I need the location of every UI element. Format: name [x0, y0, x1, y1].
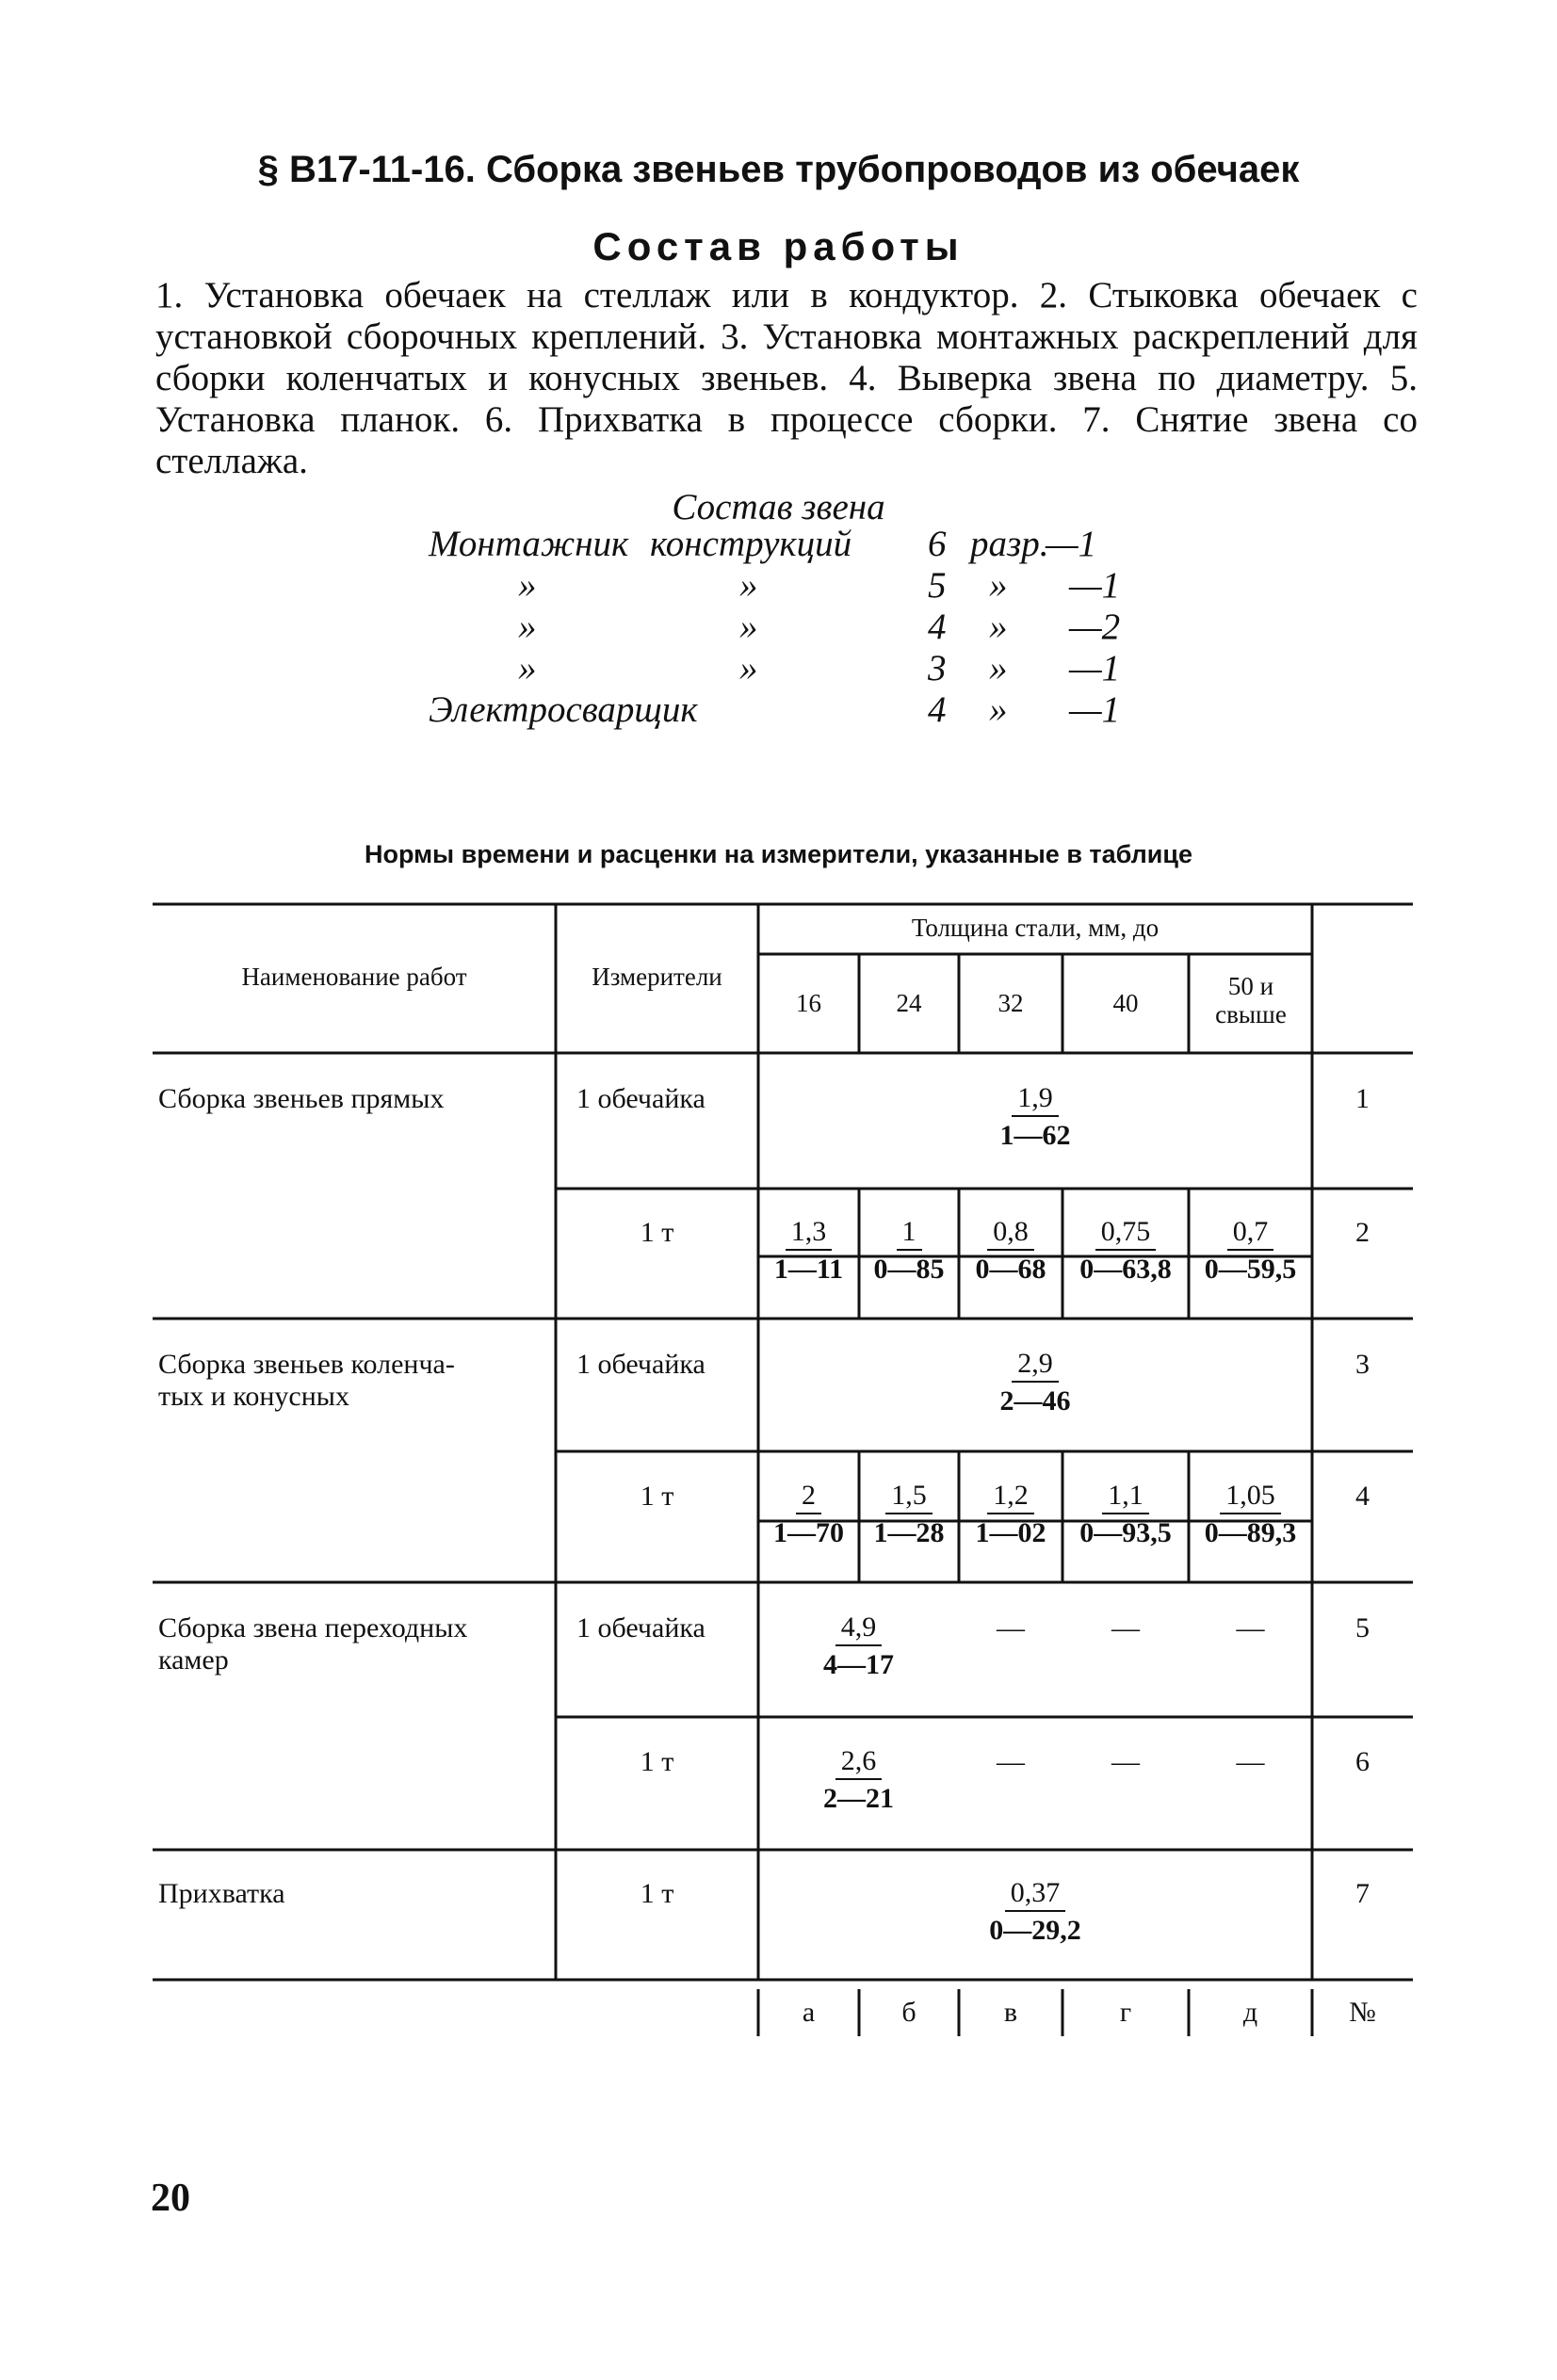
- row-6-col-e-dash: —: [1236, 1746, 1265, 1777]
- work-composition-text: 1. Установка обечаек на стеллаж или в кондуктор. 2. Стыковка обечаек с установкой сборочных креплений. 3. Установка монтажных раскреплений для сборки коленчатых и конусных звеньев. 4. Выверка звена по диаметру. 5. Установка планок. 6. Прихватка в процессе сборки. 7. Снятие звена со стеллажа.: [155, 275, 1418, 481]
- row-2-col-e: [1189, 1215, 1312, 1288]
- header-thickness-40: 40: [1112, 989, 1139, 1017]
- row-6-norm-time: 2,6: [835, 1744, 883, 1780]
- crew-grade: 4: [928, 607, 947, 647]
- crew-profession: Монтажник: [429, 524, 629, 564]
- crew-profession: »: [518, 648, 537, 688]
- crew-profession: »: [518, 565, 537, 606]
- row-2-number: 2: [1355, 1217, 1370, 1248]
- row-2-c-rate: 0—68: [975, 1254, 1046, 1285]
- column-letter-g: г: [1119, 1997, 1132, 2028]
- crew-grade: 6: [928, 524, 947, 564]
- crew-grade: 5: [928, 565, 947, 606]
- crew-count: —1: [1069, 565, 1121, 606]
- header-thickness-16: 16: [796, 989, 821, 1017]
- row-5-col-d-dash: —: [1111, 1612, 1140, 1643]
- crew-row: [429, 648, 1182, 689]
- row-4-e-time: 1,05: [1220, 1479, 1281, 1514]
- row-5-name-line-2: камер: [158, 1644, 229, 1676]
- crew-unit: разр.: [970, 524, 1049, 564]
- crew-count: —2: [1069, 607, 1121, 647]
- row-4-col-d: [1062, 1479, 1189, 1552]
- row-4-col-a: [758, 1479, 859, 1552]
- row-4-a-rate: 1—70: [773, 1517, 844, 1548]
- row-4-b-rate: 1—28: [873, 1517, 945, 1548]
- row-4-b-time: 1,5: [885, 1479, 933, 1514]
- row-2-col-d: [1062, 1215, 1189, 1288]
- row-2-c-time: 0,8: [987, 1215, 1034, 1251]
- row-2-col-c: [959, 1215, 1062, 1288]
- row-5-number: 5: [1355, 1612, 1370, 1643]
- row-1-meter: 1 обечайка: [576, 1083, 706, 1114]
- crew-count: —1: [1069, 648, 1121, 688]
- row-4-c-rate: 1—02: [975, 1517, 1046, 1548]
- row-3-norm-rate: 2—46: [999, 1385, 1071, 1417]
- header-meters: Измерители: [592, 963, 722, 991]
- row-3-name-line-2: тых и конусных: [158, 1381, 349, 1412]
- row-5-norm: [758, 1611, 959, 1684]
- row-1-name: Сборка звеньев прямых: [158, 1083, 445, 1114]
- crew-grade: 3: [928, 648, 947, 688]
- row-2-e-time: 0,7: [1227, 1215, 1274, 1251]
- crew-count: —1: [1046, 524, 1097, 564]
- row-6-number: 6: [1355, 1746, 1370, 1777]
- crew-row: [429, 565, 1182, 607]
- work-composition-title: Состав работы: [592, 224, 965, 268]
- page-number: 20: [151, 2177, 190, 2220]
- column-letter-v: в: [1003, 1997, 1018, 2028]
- row-2-col-b: [859, 1215, 959, 1288]
- row-3-norm-time: 2,9: [1012, 1347, 1059, 1383]
- column-number-sign: №: [1349, 1997, 1376, 2028]
- row-4-e-rate: 0—89,3: [1204, 1517, 1297, 1548]
- row-2-a-time: 1,3: [786, 1215, 833, 1251]
- row-1-norm-rate: 1—62: [999, 1120, 1071, 1151]
- row-4-a-time: 2: [796, 1479, 821, 1514]
- column-letter-a: а: [802, 1997, 816, 2028]
- row-4-number: 4: [1355, 1481, 1370, 1512]
- section-title: § В17-11-16. Сборка звеньев трубопроводов из обечаек: [257, 149, 1300, 190]
- crew-unit: »: [989, 689, 1008, 730]
- row-2-e-rate: 0—59,5: [1204, 1254, 1297, 1285]
- crew-unit: »: [989, 648, 1008, 688]
- header-thickness-24: 24: [896, 989, 922, 1017]
- crew-unit: »: [989, 565, 1008, 606]
- row-1-number: 1: [1355, 1083, 1370, 1114]
- row-2-d-rate: 0—63,8: [1079, 1254, 1172, 1285]
- crew-title: Состав звена: [672, 487, 885, 527]
- row-3-number: 3: [1355, 1349, 1370, 1380]
- crew-profession-2: конструкций: [650, 524, 852, 564]
- row-7-meter: 1 т: [640, 1878, 674, 1909]
- row-7-norm-time: 0,37: [1005, 1876, 1066, 1912]
- row-5-norm-rate: 4—17: [823, 1649, 894, 1680]
- row-6-norm: [758, 1744, 959, 1818]
- row-7-norm-rate: 0—29,2: [989, 1915, 1081, 1946]
- header-work-name: Наименование работ: [241, 963, 467, 991]
- row-3-norm: [758, 1347, 1312, 1420]
- header-thickness: Толщина стали, мм, до: [911, 914, 1160, 942]
- crew-row: [429, 524, 1182, 565]
- column-letter-d: д: [1242, 1997, 1258, 2028]
- row-2-b-time: 1: [897, 1215, 922, 1251]
- crew-profession: »: [518, 607, 537, 647]
- row-4-d-time: 1,1: [1102, 1479, 1149, 1514]
- row-4-meter: 1 т: [640, 1481, 674, 1512]
- crew-count: —1: [1069, 689, 1121, 730]
- row-4-d-rate: 0—93,5: [1079, 1517, 1172, 1548]
- row-7-number: 7: [1355, 1878, 1370, 1909]
- crew-list: [429, 524, 1182, 731]
- row-2-meter: 1 т: [640, 1217, 674, 1248]
- crew-row: [429, 607, 1182, 648]
- row-5-col-c-dash: —: [997, 1612, 1025, 1643]
- row-6-col-c-dash: —: [997, 1746, 1025, 1777]
- row-4-c-time: 1,2: [987, 1479, 1034, 1514]
- row-1-norm-time: 1,9: [1012, 1081, 1059, 1117]
- row-7-name: Прихватка: [158, 1878, 285, 1909]
- table-caption: Нормы времени и расценки на измерители, указанные в таблице: [364, 840, 1193, 868]
- row-7-norm: [758, 1876, 1312, 1950]
- row-4-col-b: [859, 1479, 959, 1552]
- row-6-norm-rate: 2—21: [823, 1783, 894, 1814]
- crew-profession: Электросварщик: [429, 689, 698, 730]
- row-4-col-c: [959, 1479, 1062, 1552]
- row-4-col-e: [1189, 1479, 1312, 1552]
- row-5-name-line-1: Сборка звена переходных: [158, 1612, 468, 1643]
- row-5-col-e-dash: —: [1236, 1612, 1265, 1643]
- row-5-norm-time: 4,9: [835, 1611, 883, 1646]
- row-6-meter: 1 т: [640, 1746, 674, 1777]
- crew-profession-2: »: [739, 648, 758, 688]
- row-2-b-rate: 0—85: [873, 1254, 945, 1285]
- row-2-d-time: 0,75: [1095, 1215, 1157, 1251]
- row-3-meter: 1 обечайка: [576, 1349, 706, 1380]
- row-3-name-line-1: Сборка звеньев коленча-: [158, 1349, 455, 1380]
- row-1-norm: [758, 1081, 1312, 1155]
- crew-profession-2: »: [739, 607, 758, 647]
- column-letter-b: б: [901, 1997, 916, 2028]
- row-6-col-d-dash: —: [1111, 1746, 1140, 1777]
- row-5-meter: 1 обечайка: [576, 1612, 706, 1643]
- crew-grade: 4: [928, 689, 947, 730]
- header-thickness-32: 32: [997, 989, 1024, 1017]
- header-thickness-50: 50 и свыше: [1215, 972, 1287, 1028]
- crew-profession-2: »: [739, 565, 758, 606]
- row-2-col-a: [758, 1215, 859, 1288]
- crew-row: [429, 689, 1182, 731]
- crew-unit: »: [989, 607, 1008, 647]
- row-2-a-rate: 1—11: [773, 1254, 844, 1285]
